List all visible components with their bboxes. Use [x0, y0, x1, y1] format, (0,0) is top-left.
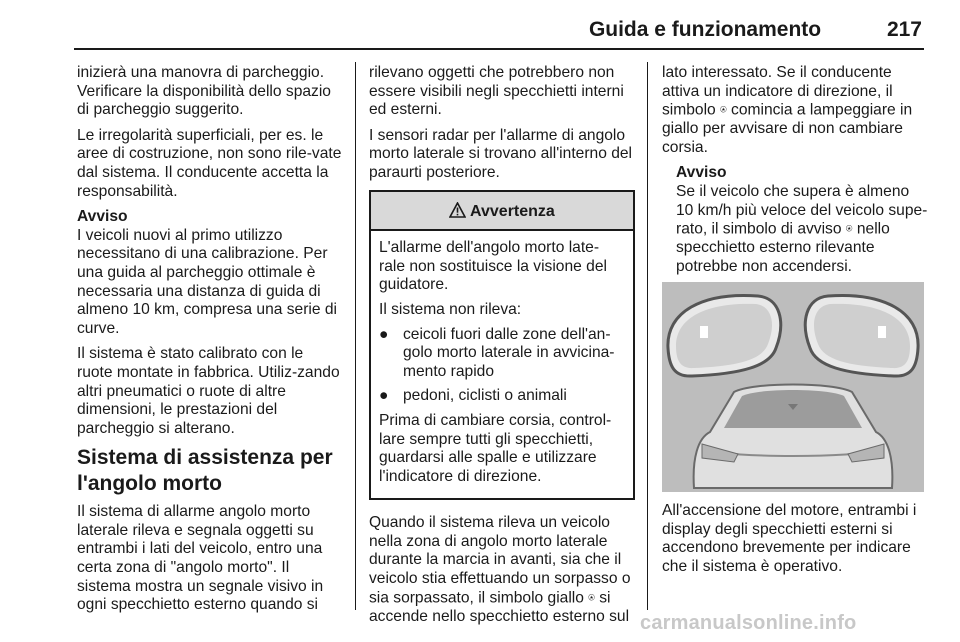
- paragraph: inizierà una manovra di parcheggio. Verificare la disponibilità dello spazio di parcheggio suggerito.: [77, 64, 331, 119]
- list-item-text: ceicoli fuori dalle zone dell'an-golo morto laterale in avvicina-mento rapido: [403, 325, 615, 380]
- column-3-bottom: [662, 502, 928, 583]
- paragraph: [662, 64, 928, 157]
- text-run: si accende nello specchietto esterno sul: [369, 589, 630, 625]
- list-item: [379, 326, 623, 382]
- page-header: [0, 18, 922, 42]
- paragraph: [676, 183, 928, 276]
- text-run: Quando il sistema rileva un veicolo nella zona di angolo morto laterale durante la marcia in avanti, sia che il veicolo stia effettuando un sorpasso o sia sorpassato, il simbolo giallo: [369, 514, 631, 607]
- paragraph: Le irregolarità superficiali, per es. le aree di costruzione, non sono rile-vate dal sistema. Il conducente accetta la responsabilità.: [77, 126, 342, 200]
- text-run: lato interessato. Se il conducente attiva un indicatore di direzione, il simbolo: [662, 64, 893, 119]
- text-run: nello specchietto esterno rilevante potrebbe non accendersi.: [676, 220, 890, 275]
- text-run: Se il veicolo che supera è almeno 10 km/h più veloce del veicolo supe-rato, il simbolo di avviso: [676, 182, 928, 238]
- bullet-icon: ●: [379, 325, 389, 343]
- blind-spot-icon: ⍟: [588, 591, 595, 604]
- page-number: 217: [886, 18, 922, 41]
- mirrors-illustration: [662, 282, 924, 492]
- paragraph: rilevano oggetti che potrebbero non essere visibili negli specchietti interni ed esterni.: [369, 64, 624, 119]
- paragraph: Il sistema di allarme angolo morto laterale rileva e segnala oggetti su entrambi i lati del veicolo, entro una certa zona di "angolo morto". Il sistema mostra un segnale visivo in ogni specchietto esterno quando si: [77, 503, 324, 614]
- column-1: [77, 64, 343, 622]
- warning-triangle-icon: [449, 203, 470, 220]
- section-title: Guida e funzionamento: [588, 18, 822, 41]
- bullet-icon: ●: [379, 387, 389, 405]
- note-label: Avviso: [77, 208, 128, 226]
- warning-header: [371, 192, 633, 232]
- paragraph: Il sistema non rileva:: [379, 300, 522, 318]
- paragraph: I sensori radar per l'allarme di angolo morto laterale si trovano all'interno del paraurti posteriore.: [369, 126, 633, 181]
- column-divider: [355, 62, 356, 610]
- blind-spot-icon: ⍟: [720, 104, 727, 117]
- text-run: comincia a lampeggiare in giallo per avvisare di non cambiare corsia.: [662, 101, 913, 156]
- header-rule: [74, 48, 924, 50]
- watermark: carmanualsonline.info: [640, 612, 857, 634]
- note-block: [662, 164, 928, 276]
- paragraph: Il sistema è stato calibrato con le ruote montate in fabbrica. Utiliz-zando altri pneumatici o ruote di altre dimensioni, le prestazioni del parcheggio si alterano.: [77, 345, 340, 437]
- list-item-text: pedoni, ciclisti o animali: [403, 387, 567, 405]
- paragraph: Prima di cambiare corsia, control-lare sempre tutti gli specchietti, guardarsi alle spalle e utilizzare l'indicatore di direzione.: [379, 411, 612, 485]
- column-2: [369, 64, 635, 633]
- paragraph: I veicoli nuovi al primo utilizzo necessitano di una calibrazione. Per una guida al parcheggio ottimale è necessaria una distanza di guida di almeno 10 km, compresa una serie di curve.: [77, 226, 338, 337]
- note-label: Avviso: [676, 164, 727, 182]
- blind-spot-icon: ⍟: [845, 223, 853, 236]
- warning-box: [369, 190, 635, 501]
- warning-title: Avvertenza: [470, 202, 555, 220]
- column-divider: [647, 62, 648, 610]
- section-heading: Sistema di assistenza per l'angolo morto: [77, 446, 333, 496]
- warning-body: [371, 231, 633, 498]
- column-3: [662, 64, 928, 283]
- list-item: [379, 387, 623, 406]
- paragraph: All'accensione del motore, entrambi i display degli specchietti esterni si accendono brevemente per indicare che il sistema è operativo.: [662, 502, 917, 575]
- paragraph: [369, 514, 635, 626]
- paragraph: L'allarme dell'angolo morto late-rale non sostituisce la visione del guidatore.: [379, 239, 607, 294]
